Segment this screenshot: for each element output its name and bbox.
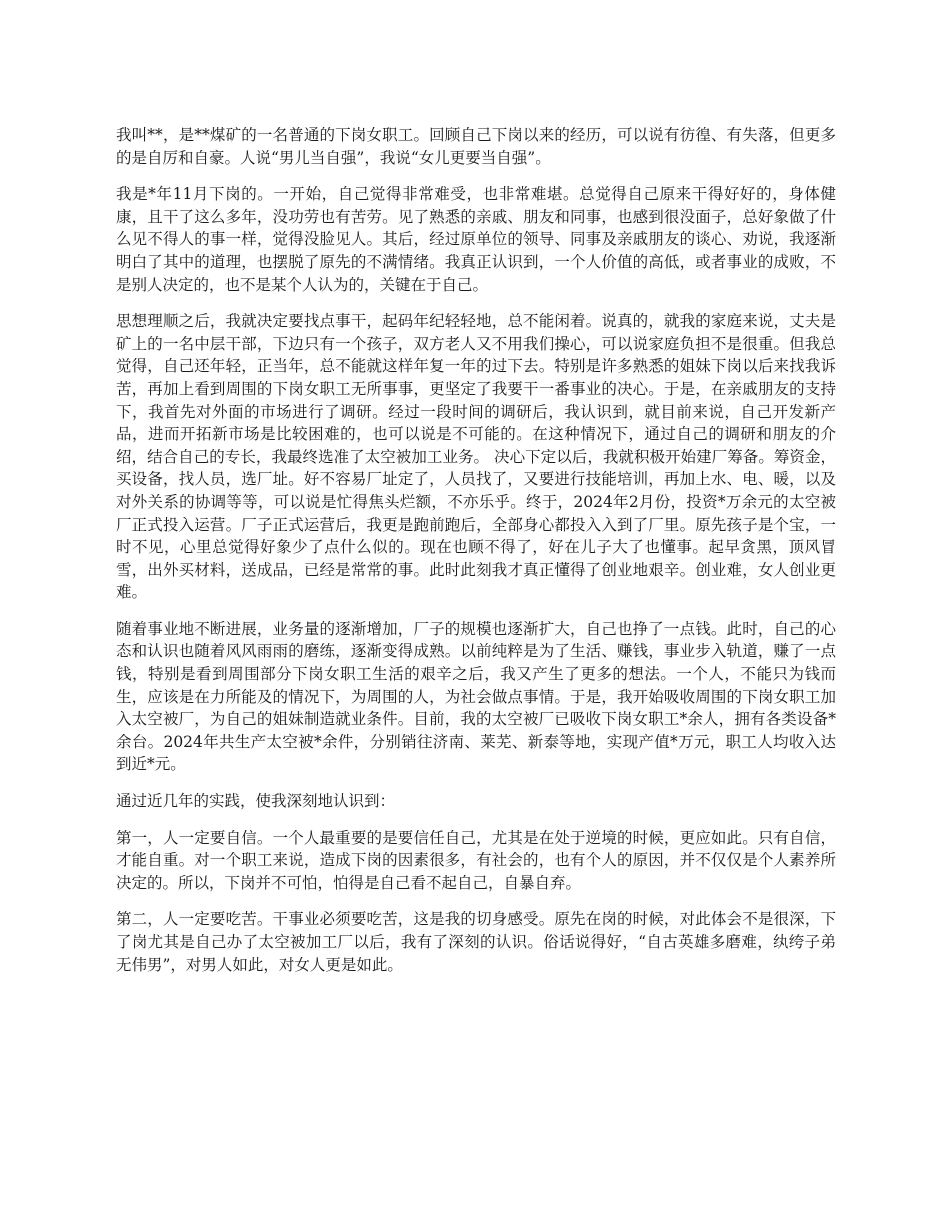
paragraph-startup: 思想理顺之后，我就决定要找点事干，起码年纪轻轻地，总不能闲着。说真的，就我的家庭来说，丈夫是矿上的一名中层干部，下边只有一个孩子，双方老人又不用我们操心，可以说家庭负担不是很重。但我总觉得，自己还年轻，正当年，总不能就这样年复一年的过下去。特别是许多熟悉的姐妹下岗以后来找我诉苦，再加上看到周围的下岗女职工无所事事，更坚定了我要干一番事业的决心。于是，在亲戚朋友的支持下，我首先对外面的市场进行了调研。经过一段时间的调研后，我认识到，就目前来说，自己开发新产品，进而开拓新市场是比较困难的，也可以说是不可能的。在这种情况下，通过自己的调研和朋友的介绍，结合自己的专长，我最终选准了太空被加工业务。 决心下定以后，我就积极开始建厂筹备。筹资金，买设备，找人员，选厂址。好不容易厂址定了，人员找了，又要进行技能培训，再加上水、电、暖，以及对外关系的协调等等，可以说是忙得焦头烂额，不亦乐乎。终于，2024年2月份，投资*万余元的太空被厂正式投入运营。厂子正式运营后，我更是跑前跑后，全部身心都投入入到了厂里。原先孩子是个宝，一时不见，心里总觉得好象少了点什么似的。现在也顾不得了，好在儿子大了也懂事。起早贪黑，顶风冒雪，出外买材料，送成品，已经是常常的事。此时此刻我才真正懂得了创业地艰辛。创业难，女人创业更难。 (116, 312, 836, 602)
paragraph-intro: 我叫**，是**煤矿的一名普通的下岗女职工。回顾自己下岗以来的经历，可以说有彷徨、有失落，但更多的是自厉和自豪。人说“男儿当自强”，我说“女儿更要当自强”。 (116, 126, 836, 167)
paragraph-layoff: 我是*年11月下岗的。一开始，自己觉得非常难受，也非常难堪。总觉得自己原来干得好好的，身体健康，且干了这么多年，没功劳也有苦劳。见了熟悉的亲戚、朋友和同事，也感到很没面子，总好象做了什么见不得人的事一样，觉得没脸见人。其后，经过原单位的领导、同事及亲戚朋友的谈心、劝说，我逐渐明白了其中的道理，也摆脱了原先的不满情绪。我真正认识到，一个人价值的高低，或者事业的成败，不是别人决定的，也不是某个人认为的，关键在于自己。 (116, 185, 836, 294)
document-body (116, 124, 836, 990)
paragraph-lesson-hardship: 第二，人一定要吃苦。干事业必须要吃苦，这是我的切身感受。原先在岗的时候，对此体会不是很深，下了岗尤其是自己办了太空被加工厂以后，我有了深刻的认识。俗话说得好，“自古英雄多磨难，纨绔子弟无伟男”，对男人如此，对女人更是如此。 (116, 910, 836, 974)
paragraph-growth: 随着事业地不断进展，业务量的逐渐增加，厂子的规模也逐渐扩大，自己也挣了一点钱。此时，自己的心态和认识也随着风风雨雨的磨练，逐渐变得成熟。以前纯粹是为了生活、赚钱，事业步入轨道，赚了一点钱，特别是看到周围部分下岗女职工生活的艰辛之后，我又产生了更多的想法。一个人，不能只为钱而生，应该是在力所能及的情况下，为周围的人，为社会做点事情。于是，我开始吸收周围的下岗女职工加入太空被厂，为自己的姐妹制造就业条件。目前，我的太空被厂已吸收下岗女职工*余人，拥有各类设备*余台。2024年共生产太空被*余件，分别销往济南、莱芜、新泰等地，实现产值*万元，职工人均收入达到近*元。 (116, 619, 836, 774)
paragraph-lesson-confidence: 第一，人一定要自信。一个人最重要的是要信任自己，尤其是在处于逆境的时候，更应如此。只有自信，才能自重。对一个职工来说，造成下岗的因素很多，有社会的，也有个人的原因，并不仅仅是个人素养所决定的。所以，下岗并不可怕，怕得是自己看不起自己，自暴自弃。 (116, 828, 836, 892)
paragraph-lessons-intro: 通过近几年的实践，使我深刻地认识到： (116, 792, 396, 811)
